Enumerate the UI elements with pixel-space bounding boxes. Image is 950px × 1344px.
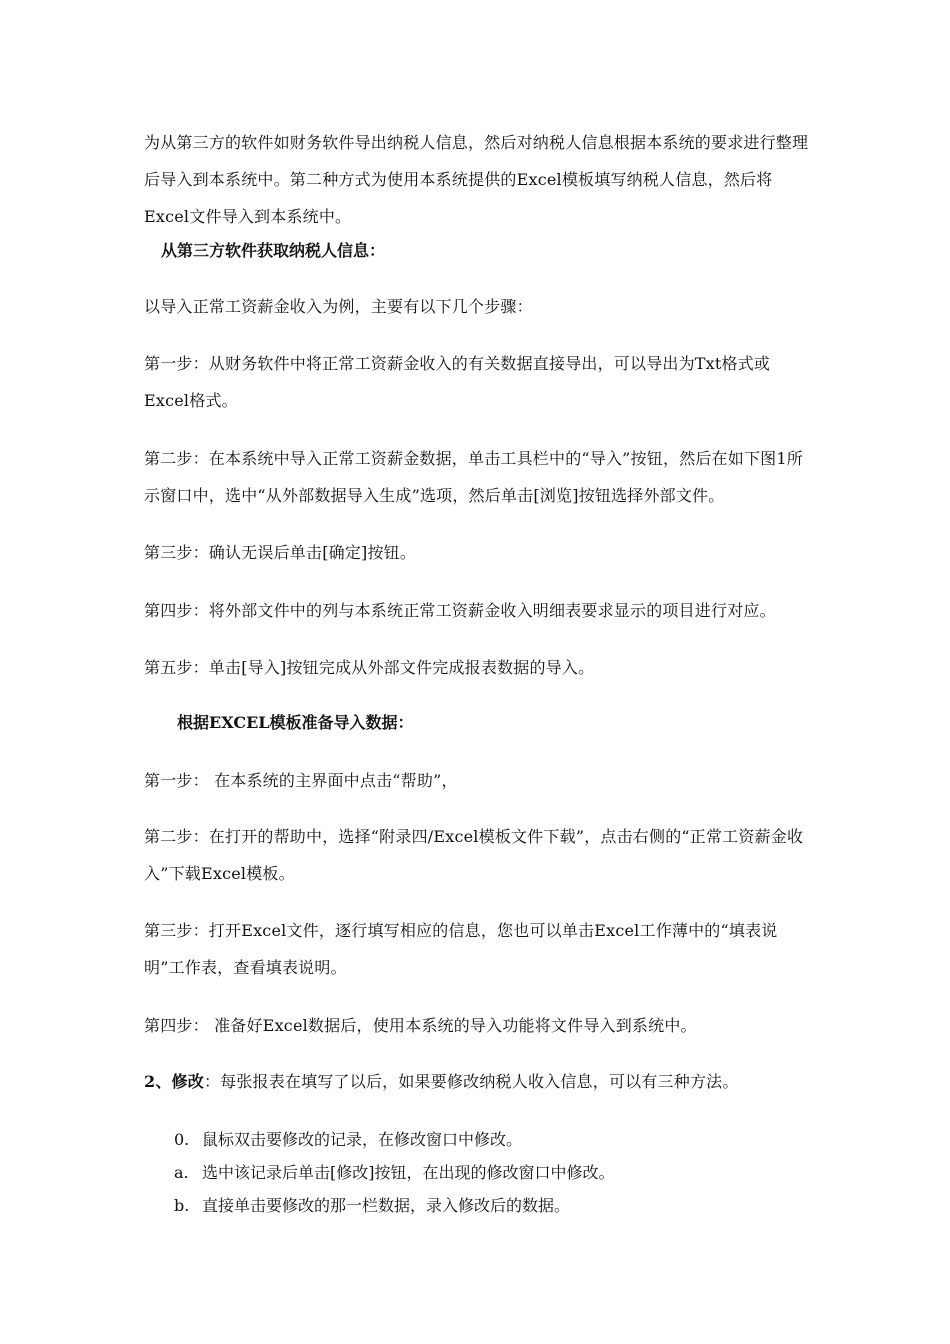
intro-paragraph: 为从第三方的软件如财务软件导出纳税人信息，然后对纳税人信息根据本系统的要求进行整理后导入到本系统中。第二种方式为使用本系统提供的Excel模板填写纳税人信息，然后将Excel文件导入到本系统中。 [144,133,809,226]
third-party-step-5: 第五步：单击[导入]按钮完成从外部文件完成报表数据的导入。 [144,658,595,677]
excel-step-3: 第三步：打开Excel文件，逐行填写相应的信息，您也可以单击Excel工作薄中的“填表说明”工作表，查看填表说明。 [144,921,778,977]
list-item-text: 选中该记录后单击[修改]按钮，在出现的修改窗口中修改。 [202,1163,615,1182]
modify-text: ：每张报表在填写了以后，如果要修改纳税人收入信息，可以有三种方法。 [203,1072,739,1091]
list-marker: 0. [174,1130,190,1149]
modify-method-a [174,1163,804,1183]
modify-label: 2、修改 [144,1072,204,1091]
excel-step-2: 第二步：在打开的帮助中，选择“附录四/Excel模板文件下载”，点击右侧的“正常工资薪金收入”下载Excel模板。 [144,827,804,883]
modify-method-0 [174,1130,804,1150]
list-item-text: 直接单击要修改的那一栏数据，录入修改后的数据。 [202,1196,571,1215]
excel-step-4: 第四步： 准备好Excel数据后，使用本系统的导入功能将文件导入到系统中。 [144,1016,697,1035]
excel-step-1: 第一步： 在本系统的主界面中点击“帮助”， [144,771,458,790]
third-party-step-3: 第三步：确认无误后单击[确定]按钮。 [144,543,417,562]
heading-third-party: 从第三方软件获取纳税人信息： [161,241,386,260]
heading-excel-template: 根据EXCEL模板准备导入数据： [177,713,414,732]
third-party-step-4: 第四步：将外部文件中的列与本系统正常工资薪金收入明细表要求显示的项目进行对应。 [144,601,776,620]
list-marker: a. [174,1163,189,1182]
modify-paragraph [144,1063,809,1100]
third-party-step-2: 第二步：在本系统中导入正常工资薪金数据，单击工具栏中的“导入”按钮，然后在如下图1所示窗口中，选中“从外部数据导入生成”选项，然后单击[浏览]按钮选择外部文件。 [144,449,803,505]
list-item-text: 鼠标双击要修改的记录，在修改窗口中修改。 [202,1130,523,1149]
third-party-step-1: 第一步：从财务软件中将正常工资薪金收入的有关数据直接导出，可以导出为Txt格式或Excel格式。 [144,354,771,410]
list-marker: b. [174,1196,190,1215]
modify-method-b [174,1196,804,1216]
third-party-intro: 以导入正常工资薪金收入为例，主要有以下几个步骤： [144,297,533,316]
